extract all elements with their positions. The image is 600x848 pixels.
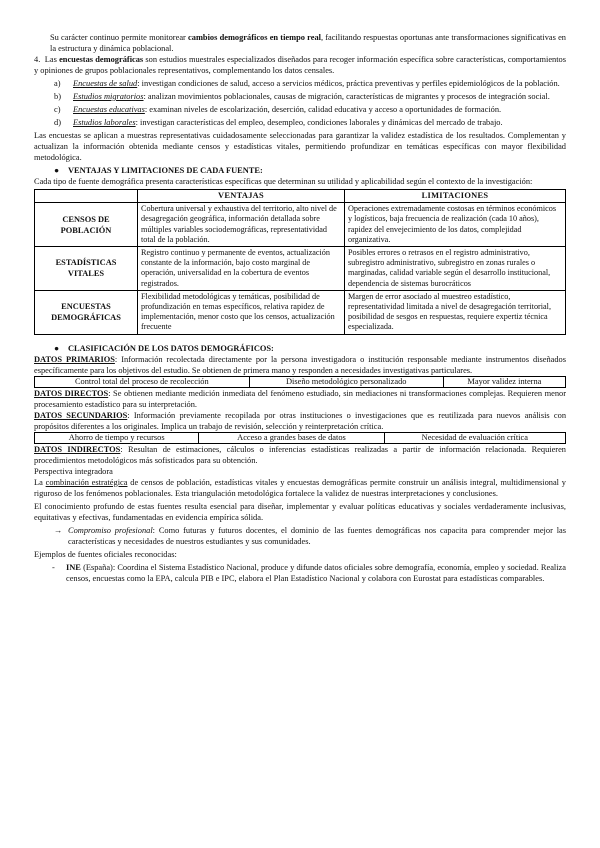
survey-type-c: c) Encuestas educativas: examinan niveles de escolarización, deserción, calidad educativa y acceso a oportunidades de formación. — [54, 105, 502, 114]
table-row — [35, 290, 566, 334]
paragraph-ejemplos: Ejemplos de fuentes oficiales reconocidas: — [34, 549, 177, 559]
strip-cell: Mayor validez interna — [443, 376, 565, 387]
paragraph-section1-intro: Cada tipo de fuente demográfica presenta características específicas que determinan su utilidad y aplicabilidad según el contexto de la investigación: — [34, 177, 533, 186]
strip-cell: Ahorro de tiempo y recursos — [35, 432, 199, 443]
table-cell-ventajas: Flexibilidad metodológicas y temáticas, posibilidad de profundización en temas específicos, relativa rapidez de implementación, menor costo que los censos, actualización frecuente — [138, 290, 345, 334]
paragraph-surveys-applied: Las encuestas se aplican a muestras representativas cuidadosamente seleccionadas para garantizar la validez estadística de los resultados. Complementan y actualizan la información obtenida mediante censos y estadísticas vitales, permitiendo profundizar en temáticas específicas con mayor flexibilidad metodológica. — [34, 131, 566, 162]
survey-type-d: d) Estudios laborales: investigan características del empleo, desempleo, condiciones laborales y dinámicas del mercado de trabajo. — [54, 118, 503, 127]
survey-type-b: b) Estudios migratorios: analizan movimientos poblacionales, causas de migración, características de migrantes y procesos de integración social. — [54, 92, 550, 101]
compromiso-item: → Compromiso profesional: Como futuras y futuros docentes, el dominio de las fuentes demográficas nos capacita para comprender mejor las características y necesidades de nuestros estudiantes y sus comunidades. — [54, 525, 567, 546]
table-cell-limitaciones: Operaciones extremadamente costosas en términos económicos y logísticos, baja frecuencia de realización (cada 10 años), rapidez del envejecimiento de los datos, complejidad organizativa. — [345, 203, 566, 247]
table-row — [35, 247, 566, 291]
row-header: CENSOS DE POBLACIÓN — [35, 203, 138, 247]
row-header: ENCUESTAS DEMOGRÁFICAS — [35, 290, 138, 334]
primary-data-strip — [34, 376, 566, 388]
table-cell-limitaciones: Posibles errores o retrasos en el registro administrativo, subregistro administrativo, subregistro en zonas rurales o marginadas, calidad variable según el desarrollo institucional, dependencia de sistemas burocráticos — [345, 247, 566, 291]
paragraph-datos-indirectos: DATOS INDIRECTOS: Resultan de estimaciones, cálculos o inferencias estadísticas realizadas a partir de información relacionada. Requieren procedimientos metodológicos más sofisticados para su obtención. — [34, 444, 566, 465]
strip-cell: Control total del proceso de recolección — [35, 376, 250, 387]
survey-type-a: a) Encuestas de salud: investigan condiciones de salud, acceso a servicios médicos, práctica preventivas y perfiles epidemiológicos de la población. — [54, 79, 560, 88]
table-cell-limitaciones: Margen de error asociado al muestreo estadístico, representatividad limitada a nivel de desagregación territorial, posibilidad de sesgos en respuestas, requiere expertiz técnica especializada. — [345, 290, 566, 334]
paragraph-perspectiva: La combinación estratégica de censos de población, estadísticas vitales y encuestas demográficas permite construir un análisis integral, multidimensional y riguroso de los fenómenos poblacionales. Esta triangulación metodológica fortalece la validez de nuestras interpretaciones y conclusiones. — [34, 477, 566, 498]
strip-cell: Acceso a grandes bases de datos — [199, 432, 384, 443]
heading-clasificacion: ● CLASIFICACIÓN DE LOS DATOS DEMOGRÁFICOS: — [54, 343, 274, 353]
heading-perspectiva: Perspectiva integradora — [34, 466, 113, 476]
strip-cell: Diseño metodológico personalizado — [249, 376, 443, 387]
row-header: ESTADÍSTICAS VITALES — [35, 247, 138, 291]
paragraph-intro: Su carácter continuo permite monitorear cambios demográficos en tiempo real, facilitando respuestas oportunas ante transformaciones significativas en la estructura y dinámica poblacional. — [50, 33, 566, 53]
table-header-row — [35, 190, 566, 203]
heading-ventajas-limitaciones: ● VENTAJAS Y LIMITACIONES DE CADA FUENTE: — [54, 166, 263, 175]
col-header-limitaciones: LIMITACIONES — [345, 190, 566, 203]
col-header-ventajas: VENTAJAS — [138, 190, 345, 203]
table-row — [35, 203, 566, 247]
ine-item: - INE (España): Coordina el Sistema Estadístico Nacional, produce y difunde datos oficiales sobre demografía, economía, empleo y sociedad. Realiza censos, encuestas como la EPA, calcula PIB e IPC, elabora el Plan Estadístico Nacional y colabora con Eurostat para estadísticas comparables. — [52, 562, 566, 583]
table-cell-ventajas: Cobertura universal y exhaustiva del territorio, alto nivel de desagregación geográfica, información detallada sobre múltiples variables sociodemográficas, representatividad total de la población. — [138, 203, 345, 247]
secondary-data-strip — [34, 432, 566, 444]
table-cell-ventajas: Registro continuo y permanente de eventos, actualización constante de la información, bajo costo marginal de operación, universalidad en la cobertura de eventos registrados. — [138, 247, 345, 291]
paragraph-datos-primarios: DATOS PRIMARIOS: Información recolectada directamente por la persona investigadora o institución responsable mediante instrumentos diseñados específicamente para los objetivos del estudio. Se obtienen de primera mano y responden a necesidades investigativas particulares. — [34, 354, 566, 375]
advantages-limitations-table — [34, 189, 566, 335]
item-4: 4. Las encuestas demográficas son estudios muestrales especializados diseñados para recoger información específica sobre características, comportamientos y opiniones de grupos poblacionales representativos, complementando los datos censales. — [34, 55, 566, 75]
paragraph-datos-directos: DATOS DIRECTOS: Se obtienen mediante medición inmediata del fenómeno estudiado, sin mediaciones ni transformaciones complejas. Requieren menor procesamiento estadístico para su interpretación. — [34, 388, 566, 409]
paragraph-datos-secundarios: DATOS SECUNDARIOS: Información previamente recopilada por otras instituciones o investigaciones que es reutilizada para nuevos análisis con propósitos diferentes a los originales. Implica un trabajo de revisión, selección y reinterpretación crítica. — [34, 410, 567, 431]
paragraph-conocimiento: El conocimiento profundo de estas fuentes resulta esencial para diseñar, implementar y evaluar políticas educativas y sociales verdaderamente inclusivas, equitativas y efectivas, fundamentadas en evidencia empírica sólida. — [34, 501, 566, 522]
strip-cell: Necesidad de evaluación crítica — [384, 432, 565, 443]
